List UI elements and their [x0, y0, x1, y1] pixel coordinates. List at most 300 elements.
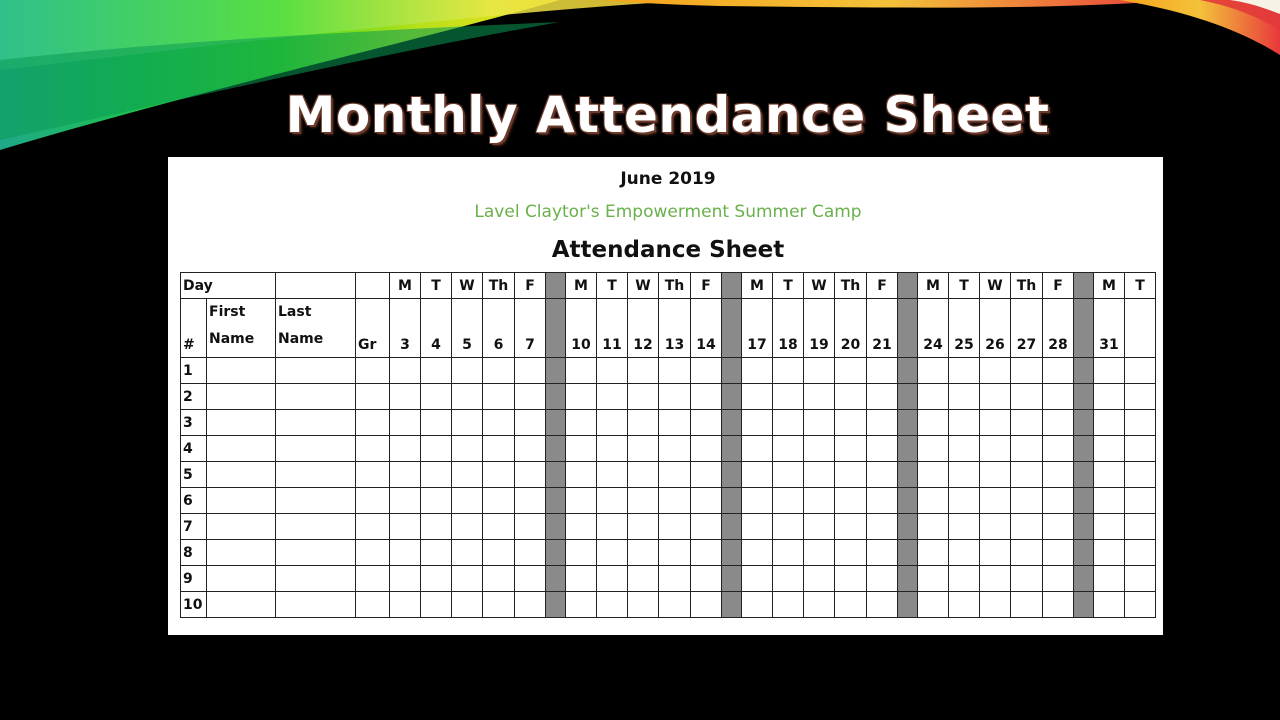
attendance-cell: [515, 488, 546, 514]
attendance-cell: [659, 384, 691, 410]
weekend-separator: [722, 462, 742, 488]
last-name-cell: [276, 488, 356, 514]
attendance-cell: [1094, 384, 1125, 410]
attendance-cell: [691, 540, 722, 566]
attendance-cell: [980, 592, 1011, 618]
first-name-cell: [207, 592, 276, 618]
weekend-separator: [1074, 514, 1094, 540]
attendance-cell: [804, 410, 835, 436]
weekend-separator: [546, 592, 566, 618]
header-last-name: [276, 299, 356, 358]
weekend-separator: [1074, 410, 1094, 436]
row-number: 6: [181, 488, 207, 514]
attendance-cell: [390, 514, 421, 540]
sheet-month: June 2019: [620, 169, 716, 189]
sheet-organization: Lavel Claytor's Empowerment Summer Camp: [474, 202, 862, 222]
row-number: 1: [181, 358, 207, 384]
attendance-cell: [421, 488, 452, 514]
attendance-cell: [483, 592, 515, 618]
date-cell: 14: [691, 299, 722, 358]
grade-cell: [356, 488, 390, 514]
attendance-cell: [867, 410, 898, 436]
attendance-cell: [742, 436, 773, 462]
attendance-cell: [949, 514, 980, 540]
day-of-week-cell: T: [1125, 273, 1156, 299]
attendance-cell: [742, 540, 773, 566]
date-cell: 31: [1094, 299, 1125, 358]
weekend-separator: [546, 462, 566, 488]
attendance-sheet-image: [168, 157, 1163, 635]
weekend-separator: [722, 299, 742, 358]
attendance-cell: [835, 410, 867, 436]
grade-cell: [356, 566, 390, 592]
date-cell: 13: [659, 299, 691, 358]
attendance-cell: [566, 592, 597, 618]
header-blank: [276, 273, 356, 299]
first-name-cell: [207, 384, 276, 410]
attendance-cell: [1125, 358, 1156, 384]
attendance-cell: [390, 410, 421, 436]
header-day-label: Day: [181, 273, 276, 299]
attendance-cell: [1043, 358, 1074, 384]
header-last-line1: Last: [278, 304, 312, 320]
attendance-cell: [949, 540, 980, 566]
attendance-cell: [773, 540, 804, 566]
attendance-cell: [421, 358, 452, 384]
attendance-cell: [1125, 488, 1156, 514]
attendance-cell: [773, 410, 804, 436]
attendance-cell: [659, 540, 691, 566]
attendance-cell: [566, 462, 597, 488]
attendance-cell: [515, 514, 546, 540]
header-first-line2: Name: [209, 331, 255, 347]
weekend-separator: [1074, 462, 1094, 488]
grade-cell: [356, 462, 390, 488]
attendance-cell: [1125, 462, 1156, 488]
attendance-cell: [804, 566, 835, 592]
attendance-cell: [949, 566, 980, 592]
attendance-cell: [1125, 384, 1156, 410]
attendance-cell: [1094, 514, 1125, 540]
attendance-cell: [421, 566, 452, 592]
attendance-cell: [867, 592, 898, 618]
attendance-cell: [515, 436, 546, 462]
day-of-week-cell: Th: [659, 273, 691, 299]
grade-cell: [356, 358, 390, 384]
header-first-line1: First: [209, 304, 246, 320]
header-number-label: #: [181, 299, 207, 358]
attendance-cell: [949, 410, 980, 436]
weekend-separator: [898, 514, 918, 540]
attendance-cell: [691, 384, 722, 410]
attendance-cell: [421, 384, 452, 410]
table-row: [181, 410, 1156, 436]
attendance-cell: [628, 540, 659, 566]
weekend-separator: [898, 358, 918, 384]
attendance-cell: [804, 514, 835, 540]
attendance-cell: [691, 358, 722, 384]
attendance-cell: [483, 514, 515, 540]
attendance-cell: [659, 358, 691, 384]
weekend-separator: [546, 436, 566, 462]
attendance-cell: [515, 358, 546, 384]
attendance-cell: [1094, 488, 1125, 514]
attendance-cell: [1125, 566, 1156, 592]
attendance-cell: [835, 436, 867, 462]
attendance-cell: [390, 358, 421, 384]
attendance-cell: [628, 384, 659, 410]
weekend-separator: [898, 273, 918, 299]
attendance-cell: [628, 436, 659, 462]
weekend-separator: [1074, 592, 1094, 618]
weekend-separator: [546, 299, 566, 358]
attendance-cell: [452, 358, 483, 384]
attendance-cell: [1043, 514, 1074, 540]
first-name-cell: [207, 410, 276, 436]
attendance-cell: [421, 462, 452, 488]
attendance-cell: [452, 540, 483, 566]
weekend-separator: [546, 410, 566, 436]
date-cell: 18: [773, 299, 804, 358]
attendance-cell: [452, 566, 483, 592]
attendance-cell: [628, 358, 659, 384]
attendance-cell: [566, 540, 597, 566]
attendance-cell: [1011, 592, 1043, 618]
row-number: 9: [181, 566, 207, 592]
weekend-separator: [546, 566, 566, 592]
attendance-cell: [452, 488, 483, 514]
last-name-cell: [276, 384, 356, 410]
row-number: 7: [181, 514, 207, 540]
row-number: 2: [181, 384, 207, 410]
weekend-separator: [898, 540, 918, 566]
attendance-cell: [1043, 410, 1074, 436]
attendance-cell: [390, 384, 421, 410]
attendance-cell: [390, 540, 421, 566]
date-cell: 10: [566, 299, 597, 358]
weekend-separator: [898, 384, 918, 410]
date-cell: 19: [804, 299, 835, 358]
attendance-cell: [773, 488, 804, 514]
attendance-cell: [867, 436, 898, 462]
attendance-cell: [483, 488, 515, 514]
attendance-cell: [949, 436, 980, 462]
attendance-cell: [483, 410, 515, 436]
grade-cell: [356, 436, 390, 462]
last-name-cell: [276, 566, 356, 592]
weekend-separator: [1074, 299, 1094, 358]
attendance-cell: [773, 592, 804, 618]
table-row: [181, 514, 1156, 540]
attendance-cell: [390, 436, 421, 462]
attendance-cell: [421, 514, 452, 540]
attendance-cell: [597, 410, 628, 436]
table-row: [181, 566, 1156, 592]
first-name-cell: [207, 514, 276, 540]
attendance-cell: [980, 410, 1011, 436]
attendance-cell: [1043, 384, 1074, 410]
last-name-cell: [276, 540, 356, 566]
weekend-separator: [722, 514, 742, 540]
attendance-cell: [949, 592, 980, 618]
attendance-cell: [566, 436, 597, 462]
weekend-separator: [722, 540, 742, 566]
table-row: [181, 384, 1156, 410]
attendance-cell: [628, 592, 659, 618]
attendance-cell: [597, 488, 628, 514]
attendance-cell: [452, 592, 483, 618]
weekend-separator: [546, 358, 566, 384]
attendance-cell: [1043, 566, 1074, 592]
attendance-cell: [597, 514, 628, 540]
attendance-cell: [918, 592, 949, 618]
weekend-separator: [1074, 273, 1094, 299]
attendance-cell: [1011, 514, 1043, 540]
attendance-cell: [597, 592, 628, 618]
attendance-cell: [597, 462, 628, 488]
weekend-separator: [898, 462, 918, 488]
weekend-separator: [546, 540, 566, 566]
header-last-line2: Name: [278, 331, 324, 347]
header-first-name: [207, 299, 276, 358]
attendance-cell: [483, 358, 515, 384]
attendance-cell: [390, 566, 421, 592]
attendance-cell: [691, 410, 722, 436]
attendance-cell: [918, 514, 949, 540]
attendance-cell: [773, 358, 804, 384]
attendance-cell: [918, 540, 949, 566]
date-cell: 24: [918, 299, 949, 358]
attendance-cell: [867, 540, 898, 566]
attendance-cell: [597, 566, 628, 592]
attendance-cell: [1043, 436, 1074, 462]
grade-cell: [356, 592, 390, 618]
attendance-cell: [918, 566, 949, 592]
attendance-cell: [1043, 540, 1074, 566]
attendance-cell: [1125, 540, 1156, 566]
weekend-separator: [1074, 358, 1094, 384]
attendance-cell: [773, 566, 804, 592]
attendance-cell: [773, 436, 804, 462]
weekend-separator: [1074, 384, 1094, 410]
attendance-cell: [835, 488, 867, 514]
attendance-cell: [1011, 358, 1043, 384]
attendance-cell: [1125, 514, 1156, 540]
attendance-cell: [949, 488, 980, 514]
attendance-cell: [835, 592, 867, 618]
day-of-week-cell: T: [949, 273, 980, 299]
attendance-cell: [1043, 462, 1074, 488]
weekend-separator: [1074, 566, 1094, 592]
attendance-cell: [597, 540, 628, 566]
day-of-week-cell: M: [390, 273, 421, 299]
attendance-cell: [691, 462, 722, 488]
first-name-cell: [207, 462, 276, 488]
attendance-cell: [597, 358, 628, 384]
day-of-week-cell: F: [1043, 273, 1074, 299]
weekend-separator: [722, 592, 742, 618]
attendance-cell: [742, 358, 773, 384]
attendance-cell: [1011, 384, 1043, 410]
attendance-cell: [515, 592, 546, 618]
weekend-separator: [546, 384, 566, 410]
attendance-cell: [804, 540, 835, 566]
attendance-cell: [659, 410, 691, 436]
row-number: 3: [181, 410, 207, 436]
attendance-cell: [1011, 410, 1043, 436]
slide-title: Monthly Attendance Sheet: [285, 86, 1050, 144]
attendance-cell: [742, 410, 773, 436]
attendance-cell: [566, 488, 597, 514]
attendance-cell: [1094, 436, 1125, 462]
day-of-week-cell: F: [515, 273, 546, 299]
attendance-cell: [1094, 592, 1125, 618]
table-row: [181, 462, 1156, 488]
attendance-cell: [918, 410, 949, 436]
attendance-cell: [691, 514, 722, 540]
attendance-cell: [390, 592, 421, 618]
day-of-week-cell: T: [597, 273, 628, 299]
attendance-cell: [597, 384, 628, 410]
attendance-cell: [1125, 436, 1156, 462]
attendance-cell: [742, 488, 773, 514]
grade-cell: [356, 384, 390, 410]
day-of-week-cell: W: [804, 273, 835, 299]
day-of-week-cell: Th: [483, 273, 515, 299]
date-cell: 20: [835, 299, 867, 358]
attendance-cell: [804, 488, 835, 514]
table-row: [181, 592, 1156, 618]
day-of-week-cell: W: [452, 273, 483, 299]
day-of-week-cell: T: [773, 273, 804, 299]
date-cell: 4: [421, 299, 452, 358]
attendance-cell: [867, 566, 898, 592]
attendance-cell: [980, 462, 1011, 488]
day-of-week-cell: T: [421, 273, 452, 299]
weekend-separator: [722, 488, 742, 514]
attendance-cell: [1011, 462, 1043, 488]
day-of-week-cell: W: [980, 273, 1011, 299]
attendance-cell: [949, 358, 980, 384]
attendance-cell: [1043, 592, 1074, 618]
last-name-cell: [276, 462, 356, 488]
header-row-dow: [181, 273, 1156, 299]
row-number: 8: [181, 540, 207, 566]
attendance-cell: [980, 514, 1011, 540]
attendance-cell: [742, 592, 773, 618]
attendance-cell: [980, 436, 1011, 462]
attendance-cell: [628, 410, 659, 436]
attendance-cell: [421, 436, 452, 462]
attendance-cell: [566, 566, 597, 592]
attendance-cell: [980, 540, 1011, 566]
last-name-cell: [276, 358, 356, 384]
weekend-separator: [898, 566, 918, 592]
attendance-cell: [804, 436, 835, 462]
row-number: 4: [181, 436, 207, 462]
attendance-cell: [804, 358, 835, 384]
attendance-cell: [867, 488, 898, 514]
day-of-week-cell: M: [566, 273, 597, 299]
date-cell: 28: [1043, 299, 1074, 358]
attendance-cell: [918, 384, 949, 410]
first-name-cell: [207, 436, 276, 462]
header-blank: [356, 273, 390, 299]
weekend-separator: [898, 436, 918, 462]
attendance-cell: [835, 540, 867, 566]
weekend-separator: [898, 592, 918, 618]
date-cell: 11: [597, 299, 628, 358]
table-row: [181, 436, 1156, 462]
row-number: 5: [181, 462, 207, 488]
sheet-heading: Attendance Sheet: [551, 237, 785, 263]
table-row: [181, 488, 1156, 514]
attendance-cell: [835, 566, 867, 592]
attendance-cell: [1125, 410, 1156, 436]
header-grade: Gr: [356, 299, 390, 358]
attendance-cell: [421, 592, 452, 618]
attendance-cell: [773, 462, 804, 488]
attendance-cell: [835, 384, 867, 410]
attendance-cell: [918, 488, 949, 514]
attendance-cell: [628, 488, 659, 514]
attendance-cell: [483, 540, 515, 566]
attendance-cell: [483, 384, 515, 410]
first-name-cell: [207, 358, 276, 384]
attendance-cell: [980, 488, 1011, 514]
attendance-cell: [949, 462, 980, 488]
attendance-cell: [515, 410, 546, 436]
date-cell: 26: [980, 299, 1011, 358]
attendance-cell: [742, 462, 773, 488]
attendance-cell: [390, 488, 421, 514]
attendance-cell: [659, 514, 691, 540]
attendance-cell: [1011, 566, 1043, 592]
attendance-cell: [1094, 540, 1125, 566]
date-cell: 21: [867, 299, 898, 358]
attendance-cell: [980, 358, 1011, 384]
date-cell: 5: [452, 299, 483, 358]
last-name-cell: [276, 410, 356, 436]
day-of-week-cell: Th: [1011, 273, 1043, 299]
weekend-separator: [722, 273, 742, 299]
attendance-cell: [742, 566, 773, 592]
day-of-week-cell: M: [1094, 273, 1125, 299]
date-cell: 25: [949, 299, 980, 358]
attendance-cell: [773, 384, 804, 410]
first-name-cell: [207, 488, 276, 514]
attendance-cell: [804, 384, 835, 410]
attendance-cell: [659, 462, 691, 488]
attendance-cell: [1011, 436, 1043, 462]
attendance-cell: [452, 384, 483, 410]
attendance-cell: [515, 462, 546, 488]
attendance-cell: [1043, 488, 1074, 514]
weekend-separator: [1074, 540, 1094, 566]
attendance-cell: [949, 384, 980, 410]
attendance-cell: [1011, 488, 1043, 514]
attendance-cell: [918, 436, 949, 462]
attendance-cell: [1094, 462, 1125, 488]
last-name-cell: [276, 436, 356, 462]
attendance-cell: [980, 384, 1011, 410]
date-cell: 27: [1011, 299, 1043, 358]
attendance-cell: [835, 514, 867, 540]
weekend-separator: [546, 514, 566, 540]
grade-cell: [356, 540, 390, 566]
attendance-cell: [566, 384, 597, 410]
last-name-cell: [276, 514, 356, 540]
